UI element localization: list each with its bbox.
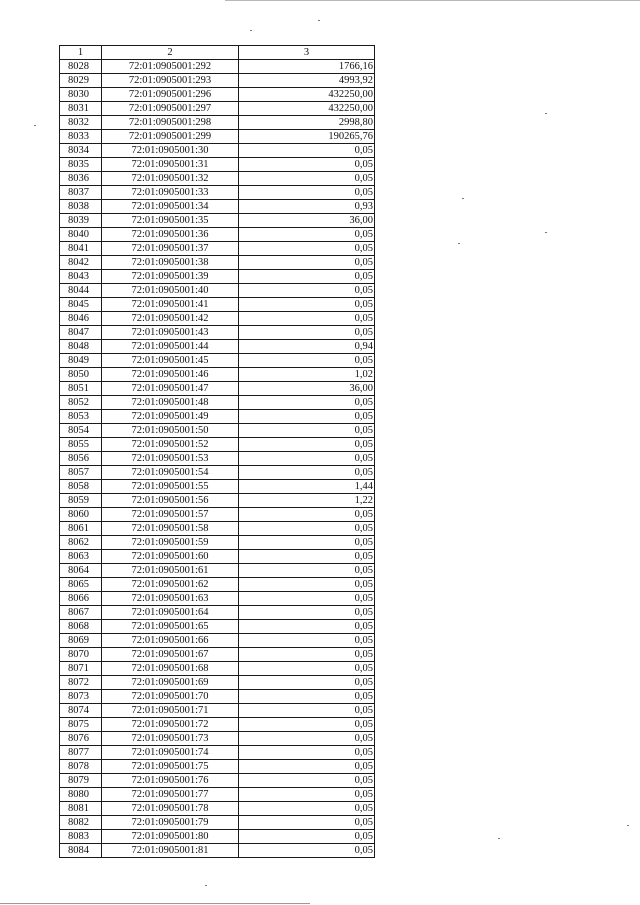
table-row — [60, 60, 375, 74]
table-row — [60, 620, 375, 634]
table-row — [60, 480, 375, 494]
cadastral-number: 72:01:0905001:44 — [102, 340, 239, 354]
row-number: 8036 — [60, 172, 102, 186]
cadastral-number: 72:01:0905001:37 — [102, 242, 239, 256]
row-number: 8030 — [60, 88, 102, 102]
cadastral-number: 72:01:0905001:34 — [102, 200, 239, 214]
cadastral-value: 0,05 — [239, 242, 375, 256]
cadastral-value: 0,05 — [239, 802, 375, 816]
table-row — [60, 410, 375, 424]
cadastral-number: 72:01:0905001:292 — [102, 60, 239, 74]
row-number: 8039 — [60, 214, 102, 228]
cadastral-value: 0,05 — [239, 690, 375, 704]
cadastral-value: 0,05 — [239, 774, 375, 788]
scan-speck — [205, 885, 207, 886]
table-row — [60, 452, 375, 466]
cadastral-number: 72:01:0905001:296 — [102, 88, 239, 102]
cadastral-value: 0,05 — [239, 592, 375, 606]
cadastral-number: 72:01:0905001:81 — [102, 844, 239, 858]
table-row — [60, 326, 375, 340]
row-number: 8077 — [60, 746, 102, 760]
scan-speck — [462, 198, 464, 199]
cadastral-value: 0,05 — [239, 704, 375, 718]
cadastral-number: 72:01:0905001:43 — [102, 326, 239, 340]
row-number: 8075 — [60, 718, 102, 732]
scan-speck — [498, 838, 500, 839]
table-row — [60, 648, 375, 662]
table-row — [60, 424, 375, 438]
table-row — [60, 298, 375, 312]
table-row — [60, 438, 375, 452]
cadastral-value: 0,94 — [239, 340, 375, 354]
cadastral-number: 72:01:0905001:42 — [102, 312, 239, 326]
table-row — [60, 662, 375, 676]
table-row — [60, 354, 375, 368]
table-row — [60, 382, 375, 396]
cadastral-number: 72:01:0905001:55 — [102, 480, 239, 494]
table-row — [60, 228, 375, 242]
row-number: 8028 — [60, 60, 102, 74]
cadastral-value: 0,05 — [239, 718, 375, 732]
row-number: 8060 — [60, 508, 102, 522]
cadastral-value: 36,00 — [239, 214, 375, 228]
cadastral-value: 0,05 — [239, 284, 375, 298]
row-number: 8074 — [60, 704, 102, 718]
cadastral-number: 72:01:0905001:298 — [102, 116, 239, 130]
table-row — [60, 830, 375, 844]
cadastral-value: 0,05 — [239, 144, 375, 158]
row-number: 8076 — [60, 732, 102, 746]
cadastral-value: 1,02 — [239, 368, 375, 382]
row-number: 8070 — [60, 648, 102, 662]
table-row — [60, 760, 375, 774]
column-header-value: 3 — [239, 46, 375, 60]
row-number: 8067 — [60, 606, 102, 620]
row-number: 8038 — [60, 200, 102, 214]
table-row — [60, 550, 375, 564]
cadastral-value: 4993,92 — [239, 74, 375, 88]
cadastral-value: 0,05 — [239, 746, 375, 760]
cadastral-value: 0,05 — [239, 550, 375, 564]
table-row — [60, 396, 375, 410]
cadastral-number: 72:01:0905001:60 — [102, 550, 239, 564]
cadastral-number: 72:01:0905001:41 — [102, 298, 239, 312]
cadastral-value: 0,05 — [239, 522, 375, 536]
row-number: 8080 — [60, 788, 102, 802]
cadastral-number: 72:01:0905001:73 — [102, 732, 239, 746]
row-number: 8048 — [60, 340, 102, 354]
scan-speck — [545, 113, 547, 114]
cadastral-value: 0,05 — [239, 396, 375, 410]
row-number: 8079 — [60, 774, 102, 788]
table-row — [60, 242, 375, 256]
cadastral-value: 0,05 — [239, 256, 375, 270]
row-number: 8056 — [60, 452, 102, 466]
cadastral-value: 0,05 — [239, 816, 375, 830]
table-row — [60, 256, 375, 270]
table-row — [60, 284, 375, 298]
table-row — [60, 494, 375, 508]
cadastral-value: 2998,80 — [239, 116, 375, 130]
scan-speck — [458, 243, 460, 244]
cadastral-value: 0,93 — [239, 200, 375, 214]
table-row — [60, 788, 375, 802]
cadastral-number: 72:01:0905001:74 — [102, 746, 239, 760]
row-number: 8042 — [60, 256, 102, 270]
table-row — [60, 676, 375, 690]
cadastral-number: 72:01:0905001:65 — [102, 620, 239, 634]
row-number: 8044 — [60, 284, 102, 298]
cadastral-number: 72:01:0905001:58 — [102, 522, 239, 536]
cadastral-number: 72:01:0905001:66 — [102, 634, 239, 648]
row-number: 8050 — [60, 368, 102, 382]
table-row — [60, 578, 375, 592]
cadastral-number: 72:01:0905001:57 — [102, 508, 239, 522]
cadastral-value: 0,05 — [239, 606, 375, 620]
cadastral-value: 1,22 — [239, 494, 375, 508]
table-row — [60, 158, 375, 172]
table-body — [60, 60, 375, 858]
table-row — [60, 592, 375, 606]
cadastral-number: 72:01:0905001:48 — [102, 396, 239, 410]
row-number: 8046 — [60, 312, 102, 326]
table-row — [60, 732, 375, 746]
scan-speck — [318, 20, 320, 21]
cadastral-number: 72:01:0905001:39 — [102, 270, 239, 284]
cadastral-number: 72:01:0905001:293 — [102, 74, 239, 88]
cadastral-value: 0,05 — [239, 312, 375, 326]
cadastral-number: 72:01:0905001:46 — [102, 368, 239, 382]
register-table — [59, 45, 375, 858]
cadastral-value: 1,44 — [239, 480, 375, 494]
cadastral-number: 72:01:0905001:72 — [102, 718, 239, 732]
cadastral-value: 190265,76 — [239, 130, 375, 144]
table-row — [60, 564, 375, 578]
cadastral-number: 72:01:0905001:63 — [102, 592, 239, 606]
row-number: 8051 — [60, 382, 102, 396]
cadastral-value: 0,05 — [239, 270, 375, 284]
row-number: 8063 — [60, 550, 102, 564]
row-number: 8059 — [60, 494, 102, 508]
cadastral-number: 72:01:0905001:40 — [102, 284, 239, 298]
table-row — [60, 270, 375, 284]
cadastral-number: 72:01:0905001:30 — [102, 144, 239, 158]
row-number: 8045 — [60, 298, 102, 312]
cadastral-number: 72:01:0905001:70 — [102, 690, 239, 704]
cadastral-number: 72:01:0905001:54 — [102, 466, 239, 480]
cadastral-value: 0,05 — [239, 438, 375, 452]
table-row — [60, 718, 375, 732]
row-number: 8057 — [60, 466, 102, 480]
row-number: 8040 — [60, 228, 102, 242]
row-number: 8064 — [60, 564, 102, 578]
cadastral-number: 72:01:0905001:67 — [102, 648, 239, 662]
cadastral-number: 72:01:0905001:47 — [102, 382, 239, 396]
cadastral-value: 0,05 — [239, 508, 375, 522]
table-row — [60, 844, 375, 858]
scan-speck — [627, 825, 629, 826]
table-row — [60, 340, 375, 354]
table-row — [60, 774, 375, 788]
cadastral-value: 0,05 — [239, 578, 375, 592]
cadastral-number: 72:01:0905001:78 — [102, 802, 239, 816]
cadastral-value: 0,05 — [239, 620, 375, 634]
table-row — [60, 214, 375, 228]
cadastral-number: 72:01:0905001:297 — [102, 102, 239, 116]
cadastral-value: 0,05 — [239, 760, 375, 774]
cadastral-value: 0,05 — [239, 354, 375, 368]
cadastral-number: 72:01:0905001:36 — [102, 228, 239, 242]
table-row — [60, 116, 375, 130]
row-number: 8082 — [60, 816, 102, 830]
row-number: 8073 — [60, 690, 102, 704]
cadastral-number: 72:01:0905001:62 — [102, 578, 239, 592]
row-number: 8072 — [60, 676, 102, 690]
cadastral-number: 72:01:0905001:31 — [102, 158, 239, 172]
row-number: 8081 — [60, 802, 102, 816]
row-number: 8041 — [60, 242, 102, 256]
cadastral-value: 0,05 — [239, 228, 375, 242]
table-row — [60, 802, 375, 816]
cadastral-number: 72:01:0905001:69 — [102, 676, 239, 690]
scan-edge-bottom — [0, 903, 310, 904]
table-row — [60, 368, 375, 382]
cadastral-value: 0,05 — [239, 830, 375, 844]
row-number: 8068 — [60, 620, 102, 634]
table-row — [60, 466, 375, 480]
scan-speck — [250, 30, 252, 31]
cadastral-number: 72:01:0905001:38 — [102, 256, 239, 270]
row-number: 8069 — [60, 634, 102, 648]
row-number: 8047 — [60, 326, 102, 340]
cadastral-number: 72:01:0905001:71 — [102, 704, 239, 718]
cadastral-value: 0,05 — [239, 186, 375, 200]
row-number: 8043 — [60, 270, 102, 284]
cadastral-value: 0,05 — [239, 634, 375, 648]
row-number: 8083 — [60, 830, 102, 844]
table-row — [60, 88, 375, 102]
cadastral-value: 0,05 — [239, 410, 375, 424]
column-header-cadastral-number: 2 — [102, 46, 239, 60]
cadastral-number: 72:01:0905001:32 — [102, 172, 239, 186]
table-row — [60, 634, 375, 648]
cadastral-number: 72:01:0905001:79 — [102, 816, 239, 830]
row-number: 8033 — [60, 130, 102, 144]
table-row — [60, 690, 375, 704]
table-row — [60, 606, 375, 620]
row-number: 8029 — [60, 74, 102, 88]
table-header-row — [60, 46, 375, 60]
row-number: 8062 — [60, 536, 102, 550]
cadastral-value: 36,00 — [239, 382, 375, 396]
row-number: 8037 — [60, 186, 102, 200]
table-row — [60, 200, 375, 214]
column-header-number: 1 — [60, 46, 102, 60]
cadastral-number: 72:01:0905001:49 — [102, 410, 239, 424]
row-number: 8031 — [60, 102, 102, 116]
cadastral-number: 72:01:0905001:61 — [102, 564, 239, 578]
scan-speck — [34, 125, 36, 126]
row-number: 8061 — [60, 522, 102, 536]
table-row — [60, 130, 375, 144]
table-row — [60, 312, 375, 326]
cadastral-number: 72:01:0905001:64 — [102, 606, 239, 620]
cadastral-value: 0,05 — [239, 298, 375, 312]
cadastral-value: 0,05 — [239, 788, 375, 802]
table-row — [60, 186, 375, 200]
cadastral-value: 0,05 — [239, 158, 375, 172]
row-number: 8032 — [60, 116, 102, 130]
row-number: 8053 — [60, 410, 102, 424]
cadastral-number: 72:01:0905001:76 — [102, 774, 239, 788]
cadastral-value: 0,05 — [239, 452, 375, 466]
table-row — [60, 522, 375, 536]
table-row — [60, 816, 375, 830]
cadastral-number: 72:01:0905001:299 — [102, 130, 239, 144]
cadastral-number: 72:01:0905001:68 — [102, 662, 239, 676]
cadastral-number: 72:01:0905001:77 — [102, 788, 239, 802]
scan-edge-top — [225, 0, 640, 1]
table-row — [60, 704, 375, 718]
cadastral-value: 0,05 — [239, 466, 375, 480]
table-row — [60, 74, 375, 88]
row-number: 8035 — [60, 158, 102, 172]
cadastral-number: 72:01:0905001:80 — [102, 830, 239, 844]
cadastral-number: 72:01:0905001:45 — [102, 354, 239, 368]
cadastral-number: 72:01:0905001:50 — [102, 424, 239, 438]
row-number: 8071 — [60, 662, 102, 676]
row-number: 8058 — [60, 480, 102, 494]
table-row — [60, 746, 375, 760]
cadastral-number: 72:01:0905001:33 — [102, 186, 239, 200]
cadastral-value: 0,05 — [239, 732, 375, 746]
cadastral-value: 0,05 — [239, 662, 375, 676]
cadastral-value: 0,05 — [239, 172, 375, 186]
cadastral-value: 432250,00 — [239, 102, 375, 116]
cadastral-number: 72:01:0905001:53 — [102, 452, 239, 466]
cadastral-number: 72:01:0905001:59 — [102, 536, 239, 550]
row-number: 8078 — [60, 760, 102, 774]
table-row — [60, 536, 375, 550]
cadastral-number: 72:01:0905001:75 — [102, 760, 239, 774]
row-number: 8065 — [60, 578, 102, 592]
cadastral-value: 0,05 — [239, 564, 375, 578]
cadastral-number: 72:01:0905001:52 — [102, 438, 239, 452]
cadastral-number: 72:01:0905001:56 — [102, 494, 239, 508]
row-number: 8066 — [60, 592, 102, 606]
row-number: 8052 — [60, 396, 102, 410]
table-row — [60, 172, 375, 186]
row-number: 8034 — [60, 144, 102, 158]
cadastral-value: 0,05 — [239, 536, 375, 550]
cadastral-value: 0,05 — [239, 326, 375, 340]
table-row — [60, 144, 375, 158]
cadastral-number: 72:01:0905001:35 — [102, 214, 239, 228]
row-number: 8084 — [60, 844, 102, 858]
cadastral-value: 1766,16 — [239, 60, 375, 74]
cadastral-value: 0,05 — [239, 424, 375, 438]
cadastral-value: 0,05 — [239, 676, 375, 690]
cadastral-value: 432250,00 — [239, 88, 375, 102]
cadastral-value: 0,05 — [239, 844, 375, 858]
row-number: 8055 — [60, 438, 102, 452]
table-row — [60, 102, 375, 116]
cadastral-value: 0,05 — [239, 648, 375, 662]
row-number: 8049 — [60, 354, 102, 368]
scan-speck — [545, 232, 547, 233]
table-row — [60, 508, 375, 522]
row-number: 8054 — [60, 424, 102, 438]
